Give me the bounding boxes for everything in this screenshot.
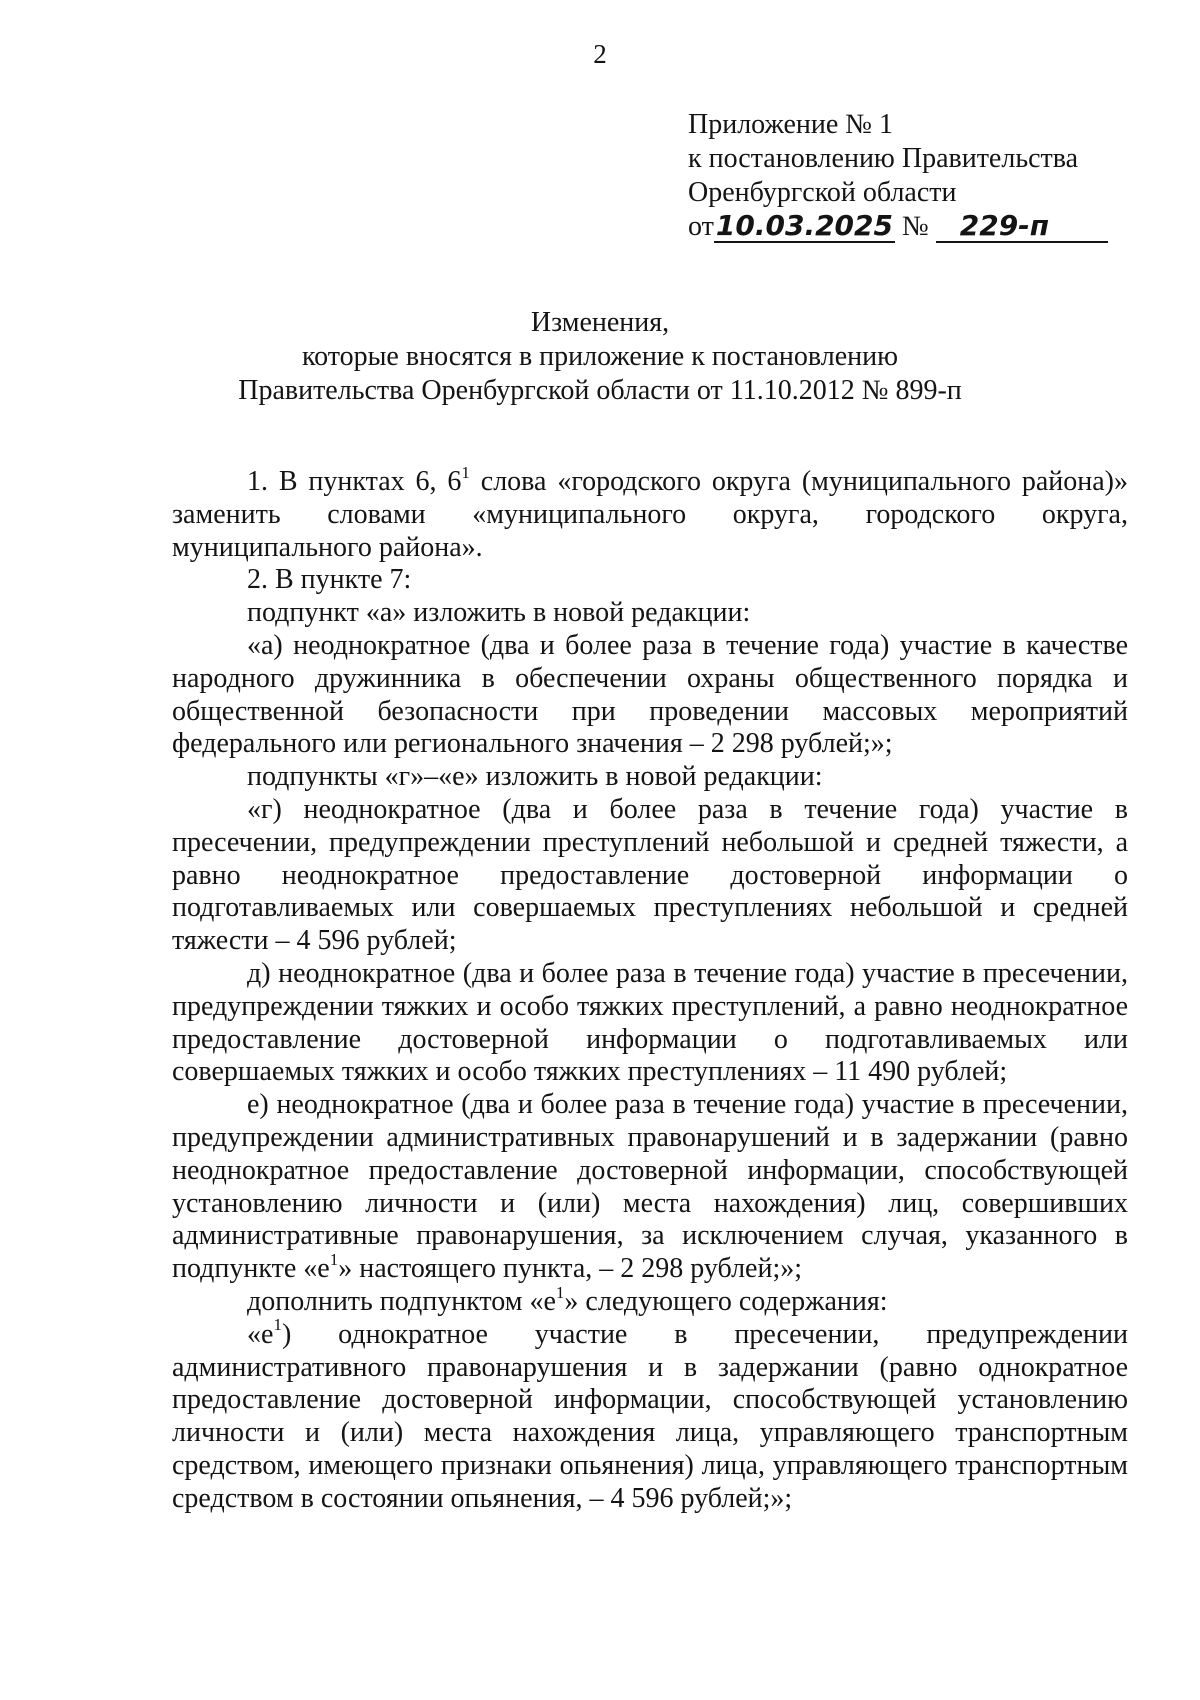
appendix-line-1: Приложение № 1 (688, 109, 893, 140)
handwritten-number: 229-п (959, 209, 1050, 242)
paragraph-1-end: слова «городского округа (муниципального района)» заменить словами «муниципального округа, городского округа, муниципального района». (172, 466, 1129, 563)
paragraph-5: подпункты «г»–«е» изложить в новой редакции: (247, 761, 823, 793)
appendix-line-3: Оренбургской области (688, 177, 957, 208)
title-line-3: Правительства Оренбургской области от 11.10.2012 № 899-п (238, 375, 962, 406)
paragraph-4: «а) неоднократное (два и более раза в течение года) участие в качестве народного дружинника в обеспечении охраны общественного порядка и общественной безопасности при проведении массовых мероприятий федерального или регионального значения – 2 298 рублей;»; (172, 629, 1128, 760)
paragraph-10-end: ) однократное участие в пресечении, предупреждении административного правонарушения и в задержании (равно однократное предоставление достоверной информации, способствующей установлению личности и (или) места нахождения лица, управляющего транспортным средством, имеющего признаки опьянения) лица, управляющего транспортным средством в состоянии опьянения, – 4 596 рублей;»; (172, 1318, 1128, 1514)
handwritten-date: 10.03.2025 (715, 209, 894, 242)
paragraph-3: подпункт «а» изложить в новой редакции: (247, 597, 751, 629)
document-title (0, 306, 1200, 408)
superscript: 1 (273, 1315, 282, 1335)
paragraph-10-start: «е (247, 1318, 274, 1350)
paragraph-1 (172, 462, 1129, 564)
date-prefix: от (688, 211, 714, 242)
document-body (172, 462, 1129, 1516)
paragraph-2: 2. В пункте 7: (247, 564, 412, 596)
title-line-1: Изменения, (530, 307, 670, 338)
page-number: 2 (593, 39, 607, 69)
superscript: 1 (555, 1282, 565, 1302)
paragraph-8 (172, 1089, 1128, 1286)
paragraph-9-end: » следующего содержания: (564, 1285, 888, 1317)
title-line-2: которые вносятся в приложение к постановлению (301, 341, 899, 372)
date-field (714, 209, 895, 243)
number-field (936, 209, 1108, 243)
superscript: 1 (329, 1249, 339, 1269)
paragraph-8-start: е) неоднократное (два и более раза в течение года) участие в пресечении, предупреждении административных правонарушений и в задержании (равно неоднократное предоставление достоверной информации, способствующей установлению личности и (или) места нахождения) лиц, совершивших административные правонарушения, за исключением случая, указанного в подпункте «е (172, 1089, 1128, 1285)
paragraph-7: д) неоднократное (два и более раза в течение года) участие в пресечении, предупреждении тяжких и особо тяжких преступлений, а равно неоднократное предоставление достоверной информации о подготавливаемых или совершаемых тяжких и особо тяжких преступлениях – 11 490 рублей; (172, 957, 1128, 1088)
paragraph-9-start: дополнить подпунктом «е (247, 1285, 556, 1317)
number-prefix: № (902, 211, 929, 242)
paragraph-9 (172, 1282, 1128, 1319)
appendix-line-2: к постановлению Правительства (688, 143, 1079, 174)
appendix-date-line (688, 210, 1108, 244)
paragraph-1-start: 1. В пунктах 6, 6 (247, 466, 462, 497)
superscript: 1 (461, 462, 470, 482)
paragraph-8-end: » настоящего пункта, – 2 298 рублей;»; (338, 1253, 803, 1285)
paragraph-6: «г) неоднократное (два и более раза в течение года) участие в пресечении, предупреждении преступлений небольшой и средней тяжести, а равно неоднократное предоставление достоверной информации о подготавливаемых или совершаемых преступлениях небольшой и средней тяжести – 4 596 рублей; (172, 793, 1128, 957)
appendix-header (688, 108, 1108, 244)
paragraph-10 (172, 1315, 1128, 1516)
